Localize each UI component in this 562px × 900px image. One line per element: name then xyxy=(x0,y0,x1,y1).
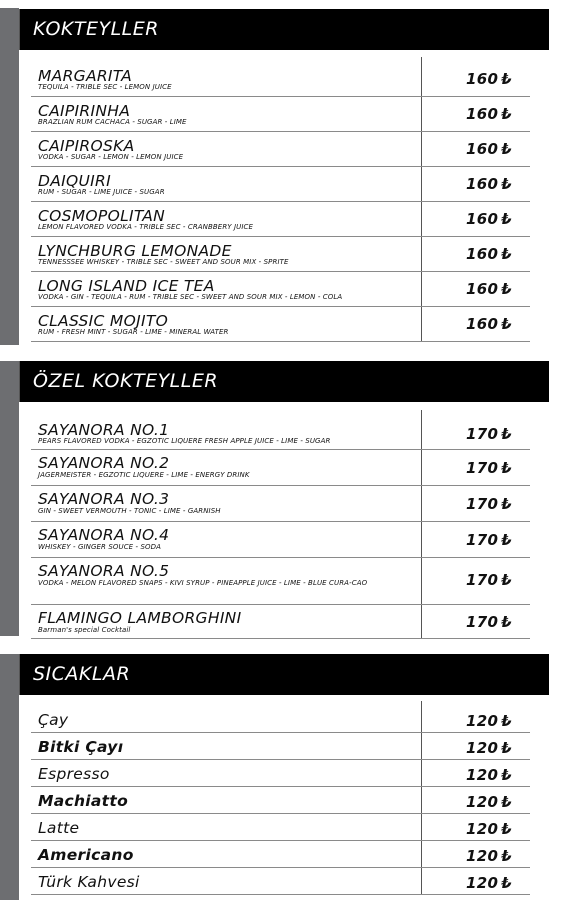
menu-item xyxy=(31,558,530,605)
item-description: RUM - SUGAR - LIME JUICE - SUGAR xyxy=(38,188,165,196)
item-name: LONG ISLAND ICE TEA xyxy=(38,277,215,295)
item-price: 170 ₺ xyxy=(466,571,512,589)
menu-item xyxy=(31,202,530,237)
menu-item xyxy=(31,787,530,814)
item-price: 160 ₺ xyxy=(466,280,512,298)
item-description: VODKA - GIN - TEQUILA - RUM - TRIBLE SEC - SWEET AND SOUR MIX - LEMON - COLA xyxy=(38,293,343,301)
section-header xyxy=(19,361,562,402)
section-header xyxy=(19,654,562,695)
menu-item xyxy=(31,733,530,760)
item-description: WHISKEY - GINGER SOUCE - SODA xyxy=(38,543,162,551)
item-price: 120 ₺ xyxy=(466,874,512,892)
menu-item xyxy=(31,272,530,307)
menu-item xyxy=(31,605,530,639)
item-name: CAIPIRINHA xyxy=(38,102,131,120)
item-name: SAYANORA NO.2 xyxy=(38,454,170,472)
menu-item xyxy=(31,237,530,272)
item-description: JAGERMEISTER - EGZOTIC LIQUERE - LIME - ENERGY DRINK xyxy=(38,471,250,479)
menu-item xyxy=(31,522,530,558)
item-name: Americano xyxy=(38,846,134,864)
menu-item xyxy=(31,132,530,167)
item-price: 120 ₺ xyxy=(466,766,512,784)
item-price: 160 ₺ xyxy=(466,175,512,193)
section-title: ÖZEL KOKTEYLLER xyxy=(33,370,219,392)
item-description: TENNESSSEE WHISKEY - TRIBLE SEC - SWEET AND SOUR MIX - SPRITE xyxy=(38,258,289,266)
item-name: Espresso xyxy=(38,765,110,783)
menu-item xyxy=(31,841,530,868)
item-price: 170 ₺ xyxy=(466,531,512,549)
item-price: 120 ₺ xyxy=(466,793,512,811)
menu-item xyxy=(31,97,530,132)
item-price: 170 ₺ xyxy=(466,495,512,513)
item-price: 120 ₺ xyxy=(466,847,512,865)
item-price: 160 ₺ xyxy=(466,140,512,158)
item-description: LEMON FLAVORED VODKA - TRIBLE SEC - CRANBBERY JUICE xyxy=(38,223,254,231)
menu-item xyxy=(31,760,530,787)
section-header xyxy=(19,9,562,50)
section-sicaklar xyxy=(0,654,562,900)
item-name: LYNCHBURG LEMONADE xyxy=(38,242,232,260)
menu-item xyxy=(31,167,530,202)
item-description: TEQUILA - TRIBLE SEC - LEMON JUICE xyxy=(38,83,172,91)
item-price: 160 ₺ xyxy=(466,245,512,263)
item-name: Türk Kahvesi xyxy=(38,873,140,891)
item-name: SAYANORA NO.3 xyxy=(38,490,170,508)
menu-list xyxy=(31,62,530,342)
item-name: MARGARITA xyxy=(38,67,133,85)
item-name: FLAMINGO LAMBORGHINI xyxy=(38,609,242,627)
item-name: CAIPIROSKA xyxy=(38,137,135,155)
item-price: 170 ₺ xyxy=(466,425,512,443)
section-sidebar-bar xyxy=(0,8,19,345)
section-title: KOKTEYLLER xyxy=(33,18,159,40)
item-name: DAIQUIRI xyxy=(38,172,111,190)
section-title: SICAKLAR xyxy=(33,663,131,685)
item-description: Barman's special Cocktail xyxy=(38,626,131,634)
item-name: COSMOPOLITAN xyxy=(38,207,166,225)
item-price: 160 ₺ xyxy=(466,210,512,228)
item-name: CLASSIC MOJITO xyxy=(38,312,169,330)
item-description: RUM - FRESH MINT - SUGAR - LIME - MINERAL WATER xyxy=(38,328,229,336)
item-price: 120 ₺ xyxy=(466,739,512,757)
item-name: SAYANORA NO.5 xyxy=(38,562,170,580)
item-price: 160 ₺ xyxy=(466,105,512,123)
menu-item xyxy=(31,307,530,342)
item-price: 170 ₺ xyxy=(466,613,512,631)
menu-item xyxy=(31,868,530,895)
item-description: VODKA - MELON FLAVORED SNAPS - KIVI SYRUP - PINEAPPLE JUICE - LIME - BLUE CURA-CAO xyxy=(38,579,368,587)
item-description: PEARS FLAVORED VODKA - EGZOTIC LIQUERE FRESH APPLE JUICE - LIME - SUGAR xyxy=(38,437,331,445)
item-description: VODKA - SUGAR - LEMON - LEMON JUICE xyxy=(38,153,184,161)
item-price: 170 ₺ xyxy=(466,459,512,477)
menu-item xyxy=(31,450,530,486)
item-description: GIN - SWEET VERMOUTH - TONIC - LIME - GARNISH xyxy=(38,507,221,515)
item-name: SAYANORA NO.1 xyxy=(38,421,170,439)
menu-list xyxy=(31,706,530,895)
item-price: 120 ₺ xyxy=(466,712,512,730)
item-price: 120 ₺ xyxy=(466,820,512,838)
menu-item xyxy=(31,62,530,97)
menu-item xyxy=(31,814,530,841)
menu-item xyxy=(31,486,530,522)
menu-item xyxy=(31,415,530,450)
item-price: 160 ₺ xyxy=(466,70,512,88)
item-name: Machiatto xyxy=(38,792,129,810)
item-name: Bitki Çayı xyxy=(38,738,124,756)
item-price: 160 ₺ xyxy=(466,315,512,333)
menu-list xyxy=(31,415,530,639)
section-sidebar-bar xyxy=(0,361,19,636)
menu-item xyxy=(31,706,530,733)
item-name: Çay xyxy=(38,711,69,729)
item-name: SAYANORA NO.4 xyxy=(38,526,170,544)
section-kokteyller xyxy=(0,0,562,345)
section-sidebar-bar xyxy=(0,654,19,900)
item-description: BRAZLIAN RUM CACHACA - SUGAR - LIME xyxy=(38,118,187,126)
section-ozel-kokteyller xyxy=(0,361,562,636)
item-name: Latte xyxy=(38,819,80,837)
